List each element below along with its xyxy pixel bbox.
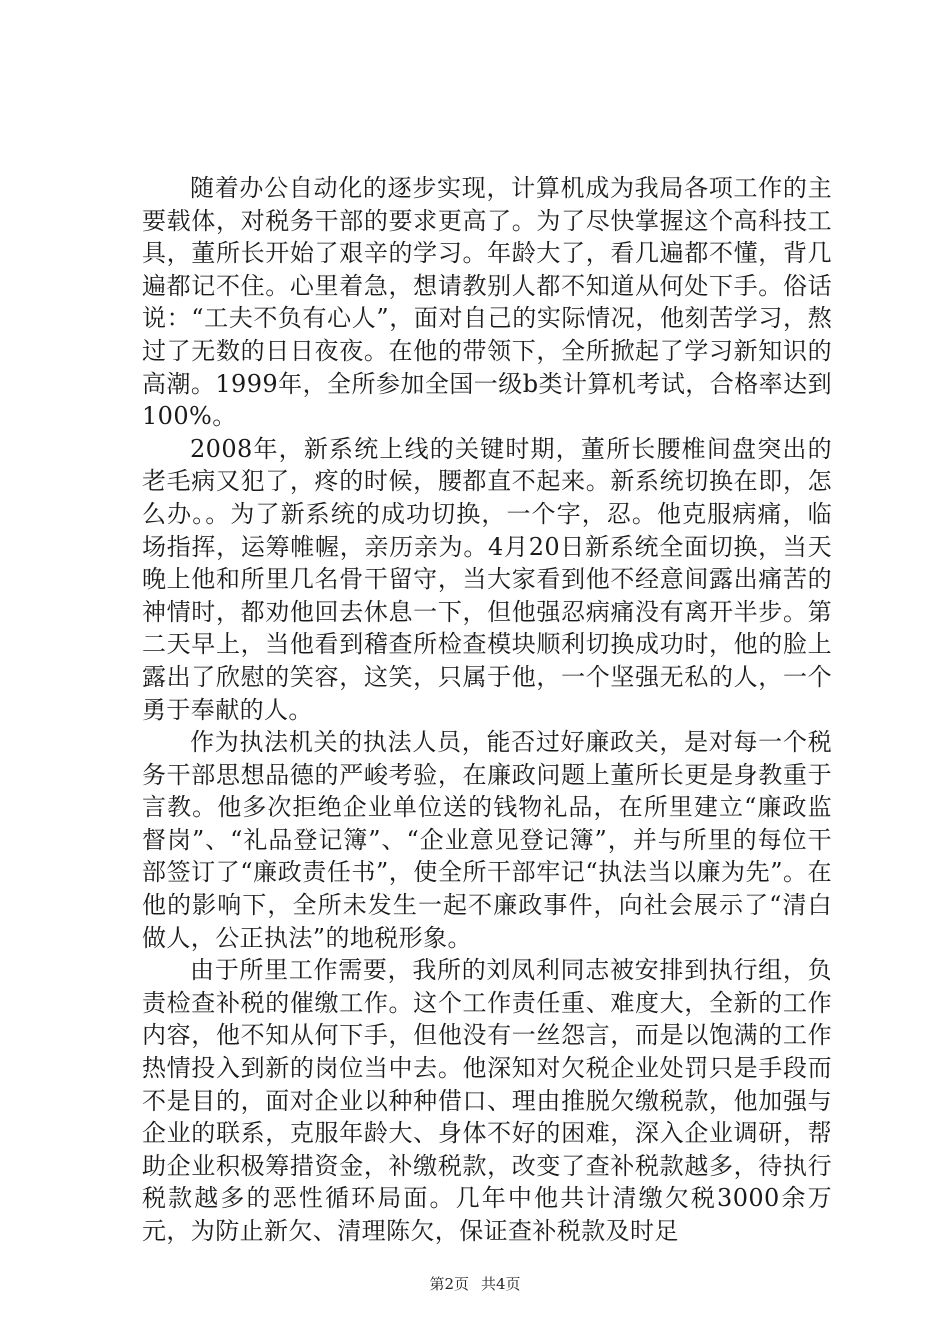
document-body: [142, 172, 832, 1248]
paragraph-tax-collection: 由于所里工作需要，我所的刘凤利同志被安排到执行组，负责检查补税的催缴工作。这个工作责任重、难度大，全新的工作内容，他不知从何下手，但他没有一丝怨言，而是以饱满的工作热情投入到新的岗位当中去。他深知对欠税企业处罚只是手段而不是目的，面对企业以种种借口、理由推脱欠缴税款，他加强与企业的联系，克服年龄大、身体不好的困难，深入企业调研，帮助企业积极筹措资金，补缴税款，改变了查补税款越多，待执行税款越多的恶性循环局面。几年中他共计清缴欠税3000余万元，为防止新欠、清理陈欠，保证查补税款及时足: [142, 956, 832, 1245]
page-number: 第2页: [429, 1275, 469, 1293]
page-footer: [0, 1274, 950, 1294]
paragraph-integrity: 作为执法机关的执法人员，能否过好廉政关，是对每一个税务干部思想品德的严峻考验，在廉政问题上董所长更是身教重于言教。他多次拒绝企业单位送的钱物礼品，在所里建立“廉政监督岗”、“礼品登记簿”、“企业意见登记簿”，并与所里的每位干部签订了“廉政责任书”，使全所干部牢记“执法当以廉为先”。在他的影响下，全所未发生一起不廉政事件，向社会展示了“清白做人，公正执法”的地税形象。: [142, 728, 832, 952]
paragraph-computer-learning: 随着办公自动化的逐步实现，计算机成为我局各项工作的主要载体，对税务干部的要求更高了。为了尽快掌握这个高科技工具，董所长开始了艰辛的学习。年龄大了，看几遍都不懂，背几遍都记不住。心里着急，想请教别人都不知道从何处下手。俗话说：“工夫不负有心人”，面对自己的实际情况，他刻苦学习，熬过了无数的日日夜夜。在他的带领下，全所掀起了学习新知识的高潮。1999年，全所参加全国一级b类计算机考试，合格率达到100%。: [142, 174, 832, 431]
page-total: 共4页: [481, 1275, 521, 1293]
paragraph-new-system-2008: 2008年，新系统上线的关键时期，董所长腰椎间盘突出的老毛病又犯了，疼的时候，腰都直不起来。新系统切换在即，怎么办。。为了新系统的成功切换，一个字，忍。他克服病痛，临场指挥，运筹帷幄，亲历亲为。4月20日新系统全面切换，当天晚上他和所里几名骨干留守，当大家看到他不经意间露出痛苦的神情时，都劝他回去休息一下，但他强忍病痛没有离开半步。第二天早上，当他看到稽查所检查模块顺利切换成功时，他的脸上露出了欣慰的笑容，这笑，只属于他，一个坚强无私的人，一个勇于奉献的人。: [142, 434, 832, 724]
